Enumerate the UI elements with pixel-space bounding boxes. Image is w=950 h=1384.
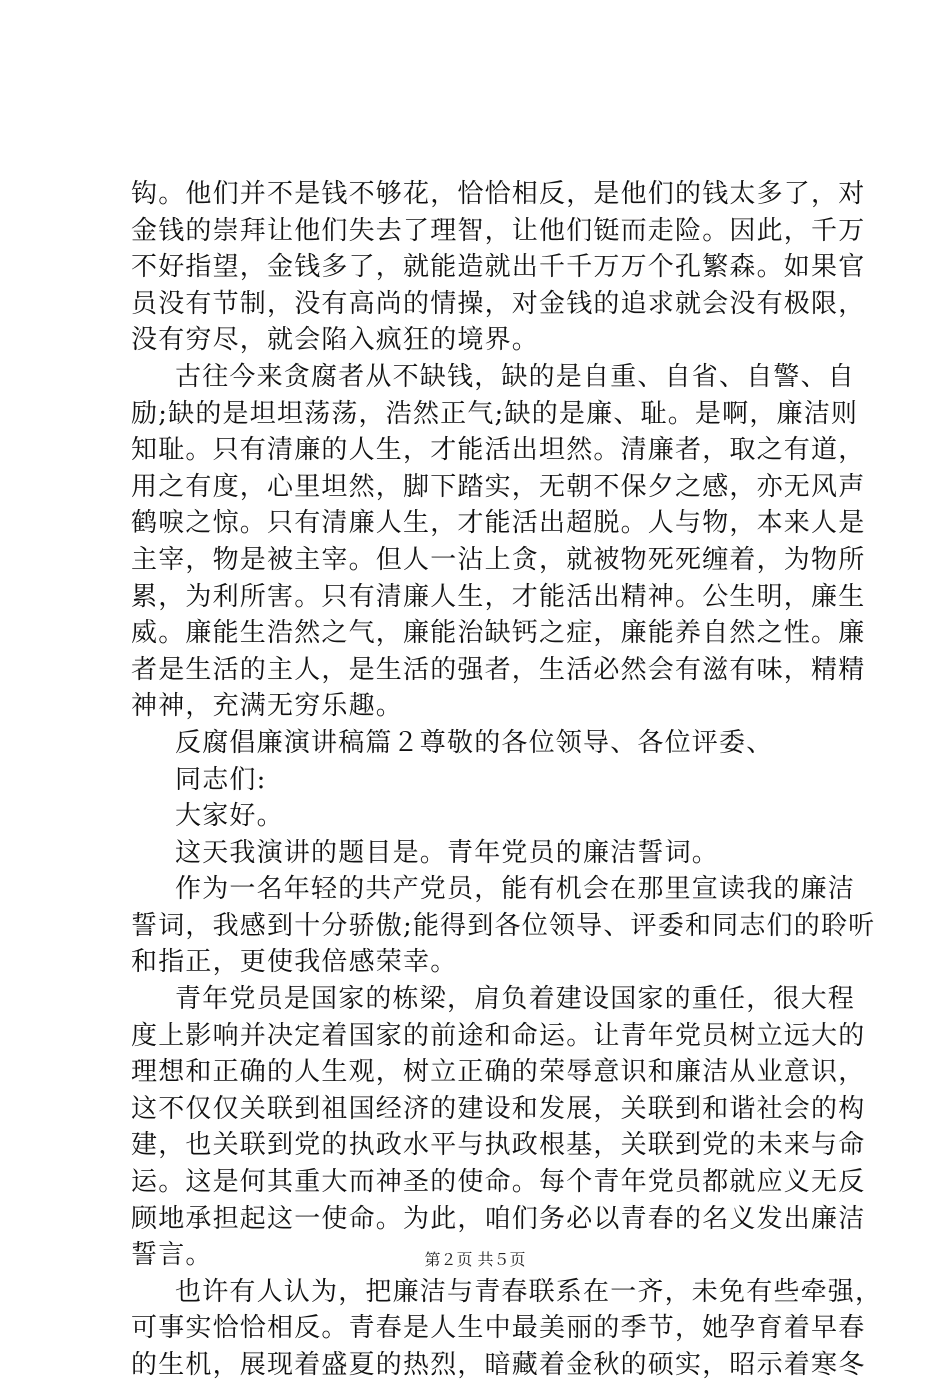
text-line: 反腐倡廉演讲稿篇２尊敬的各位领导、各位评委、 [175, 727, 774, 758]
text-line: 没有穷尽，就会陷入疯狂的境界。 [131, 325, 540, 356]
text-line: 古往今来贪腐者从不缺钱，缺的是自重、自省、自警、自 [175, 361, 856, 392]
document-body [131, 176, 883, 1384]
text-line: 度上影响并决定着国家的前途和命运。让青年党员树立远大的 [131, 1020, 866, 1051]
text-line: 这天我演讲的题目是。青年党员的廉洁誓词。 [175, 837, 720, 868]
text-line: 运。这是何其重大而神圣的使命。每个青年党员都就应义无反 [131, 1167, 866, 1198]
text-line: 累，为利所害。只有清廉人生，才能活出精神。公生明，廉生 [131, 581, 866, 612]
text-line: 励;缺的是坦坦荡荡，浩然正气;缺的是廉、耻。是啊，廉洁则 [131, 398, 859, 429]
page-number: 第２页 共５页 [424, 1250, 526, 1269]
text-line: 主宰，物是被主宰。但人一沾上贪，就被物死死缠着，为物所 [131, 544, 866, 575]
text-line: 青年党员是国家的栋梁，肩负着建设国家的重任，很大程 [175, 984, 856, 1015]
text-line: 理想和正确的人生观，树立正确的荣辱意识和廉洁从业意识， [131, 1057, 866, 1088]
text-line: 者是生活的主人，是生活的强者，生活必然会有滋有味，精精 [131, 654, 866, 685]
text-line: 威。廉能生浩然之气，廉能治缺钙之症，廉能养自然之性。廉 [131, 618, 866, 649]
text-line: 也许有人认为，把廉洁与青春联系在一齐，未免有些牵强， [175, 1276, 883, 1307]
text-line: 金钱的崇拜让他们失去了理智，让他们铤而走险。因此，千万 [131, 215, 866, 246]
text-line: 的生机，展现着盛夏的热烈，暗藏着金秋的硕实，昭示着寒冬 [131, 1350, 866, 1380]
text-line: 钩。他们并不是钱不够花，恰恰相反，是他们的钱太多了，对 [131, 179, 866, 209]
text-line: 这不仅仅关联到祖国经济的建设和发展，关联到和谐社会的构 [131, 1093, 866, 1124]
text-line: 知耻。只有清廉的人生，才能活出坦然。清廉者，取之有道， [131, 435, 866, 466]
text-line: 誓言。 [131, 1240, 213, 1271]
text-line: 作为一名年轻的共产党员，能有机会在那里宣读我的廉洁 [175, 874, 856, 905]
text-line: 神神，充满无穷乐趣。 [131, 691, 404, 722]
text-line: 和指正，更使我倍感荣幸。 [131, 947, 458, 978]
text-line: 誓词，我感到十分骄傲;能得到各位领导、评委和同志们的聆听 [131, 910, 876, 941]
text-line: 鹤唳之惊。只有清廉人生，才能活出超脱。人与物，本来人是 [131, 508, 866, 539]
text-line: 大家好。 [175, 801, 284, 832]
text-line: 不好指望，金钱多了，就能造就出千千万万个孔繁森。如果官 [131, 252, 866, 283]
text-line: 可事实恰恰相反。青春是人生中最美丽的季节，她孕育着早春 [131, 1313, 866, 1344]
text-line: 员没有节制，没有高尚的情操，对金钱的追求就会没有极限， [131, 288, 866, 319]
text-line: 用之有度，心里坦然，脚下踏实，无朝不保夕之感，亦无风声 [131, 471, 866, 502]
text-line: 同志们: [175, 764, 267, 795]
text-line: 建，也关联到党的执政水平与执政根基，关联到党的未来与命 [131, 1130, 866, 1161]
text-line: 顾地承担起这一使命。为此，咱们务必以青春的名义发出廉洁 [131, 1203, 866, 1234]
